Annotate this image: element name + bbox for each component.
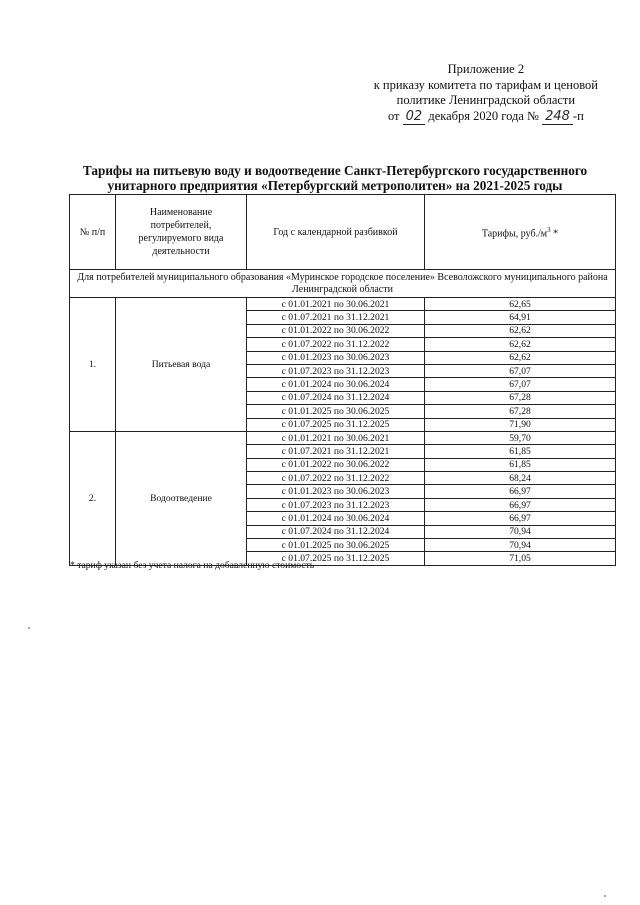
period-cell: с 01.07.2025 по 31.12.2025 <box>247 418 425 431</box>
title-line-1: Тарифы на питьевую воду и водоотведение Санкт-Петербургского государственного <box>82 163 588 178</box>
tariff-value-cell: 71,05 <box>425 552 616 565</box>
document-title <box>78 163 592 193</box>
header-name: Наименование потребителей, регулируемого вида деятельности <box>116 195 247 270</box>
appendix-committee: политике Ленинградской области <box>396 93 576 107</box>
tariff-value-cell: 66,97 <box>425 498 616 511</box>
period-cell: с 01.07.2021 по 31.12.2021 <box>247 311 425 324</box>
header-tariff <box>425 195 616 270</box>
tariff-value-cell: 66,97 <box>425 485 616 498</box>
tariff-value-cell: 67,28 <box>425 405 616 418</box>
period-cell: с 01.01.2024 по 30.06.2024 <box>247 512 425 525</box>
handwritten-order-number: 248 <box>542 109 573 126</box>
period-cell: с 01.01.2023 по 30.06.2023 <box>247 485 425 498</box>
appendix-block <box>374 62 598 125</box>
header-tariff-asterisk: * <box>550 228 559 240</box>
period-cell: с 01.07.2022 по 31.12.2022 <box>247 338 425 351</box>
group-number: 2. <box>70 431 116 565</box>
table-header-row <box>70 195 616 270</box>
tariff-value-cell: 62,62 <box>425 338 616 351</box>
group-name: Питьевая вода <box>116 298 247 432</box>
header-number: № п/п <box>70 195 116 270</box>
period-cell: с 01.01.2025 по 30.06.2025 <box>247 405 425 418</box>
tariff-value-cell: 62,62 <box>425 351 616 364</box>
period-cell: с 01.01.2022 по 30.06.2022 <box>247 324 425 337</box>
tariff-value-cell: 59,70 <box>425 431 616 444</box>
date-middle: декабря 2020 года № <box>428 108 539 123</box>
table-row <box>70 298 616 311</box>
period-cell: с 01.07.2023 по 31.12.2023 <box>247 498 425 511</box>
section-label: Для потребителей муниципального образования «Муринское городское поселение» Всеволожского муниципального района Ленинградской области <box>70 270 616 298</box>
header-tariff-sup: 3 <box>547 225 551 234</box>
period-cell: с 01.01.2022 по 30.06.2022 <box>247 458 425 471</box>
period-cell: с 01.07.2022 по 31.12.2022 <box>247 472 425 485</box>
date-suffix: -п <box>572 108 584 123</box>
tariff-value-cell: 62,62 <box>425 324 616 337</box>
date-prefix: от <box>387 108 400 123</box>
period-cell: с 01.01.2024 по 30.06.2024 <box>247 378 425 391</box>
tariff-value-cell: 61,85 <box>425 458 616 471</box>
tariff-value-cell: 67,07 <box>425 378 616 391</box>
group-name: Водоотведение <box>116 431 247 565</box>
tariff-value-cell: 70,94 <box>425 539 616 552</box>
tariff-value-cell: 64,91 <box>425 311 616 324</box>
tariff-value-cell: 71,90 <box>425 418 616 431</box>
handwritten-day: 02 <box>403 109 426 126</box>
footnote: * тариф указан без учета налога на добавленную стоимость <box>70 560 315 571</box>
tariff-value-cell: 61,85 <box>425 445 616 458</box>
period-cell: с 01.01.2025 по 30.06.2025 <box>247 539 425 552</box>
period-cell: с 01.07.2025 по 31.12.2025 <box>247 552 425 565</box>
header-tariff-text: Тарифы, руб./м <box>481 228 548 240</box>
period-cell: с 01.01.2021 по 30.06.2021 <box>247 298 425 311</box>
tariff-value-cell: 67,28 <box>425 391 616 404</box>
tariff-value-cell: 67,07 <box>425 364 616 377</box>
section-row <box>70 270 616 298</box>
group-number: 1. <box>70 298 116 432</box>
period-cell: с 01.07.2021 по 31.12.2021 <box>247 445 425 458</box>
tariff-value-cell: 68,24 <box>425 472 616 485</box>
table-body <box>70 270 616 566</box>
tariff-value-cell: 66,97 <box>425 512 616 525</box>
period-cell: с 01.07.2024 по 31.12.2024 <box>247 391 425 404</box>
table-row <box>70 431 616 444</box>
tariff-table <box>69 194 616 566</box>
appendix-order-ref: к приказу комитета по тарифам и ценовой <box>373 77 598 92</box>
tariff-value-cell: 70,94 <box>425 525 616 538</box>
period-cell: с 01.07.2023 по 31.12.2023 <box>247 364 425 377</box>
appendix-date-line <box>374 109 598 126</box>
period-cell: с 01.07.2024 по 31.12.2024 <box>247 525 425 538</box>
period-cell: с 01.01.2023 по 30.06.2023 <box>247 351 425 364</box>
title-line-2: унитарного предприятия «Петербургский метрополитен» на 2021-2025 годы <box>107 178 563 193</box>
tariff-value-cell: 62,65 <box>425 298 616 311</box>
period-cell: с 01.01.2021 по 30.06.2021 <box>247 431 425 444</box>
appendix-title: Приложение 2 <box>447 62 525 76</box>
scan-speck <box>604 895 606 897</box>
header-period: Год с календарной разбивкой <box>247 195 425 270</box>
scan-speck <box>28 627 30 629</box>
